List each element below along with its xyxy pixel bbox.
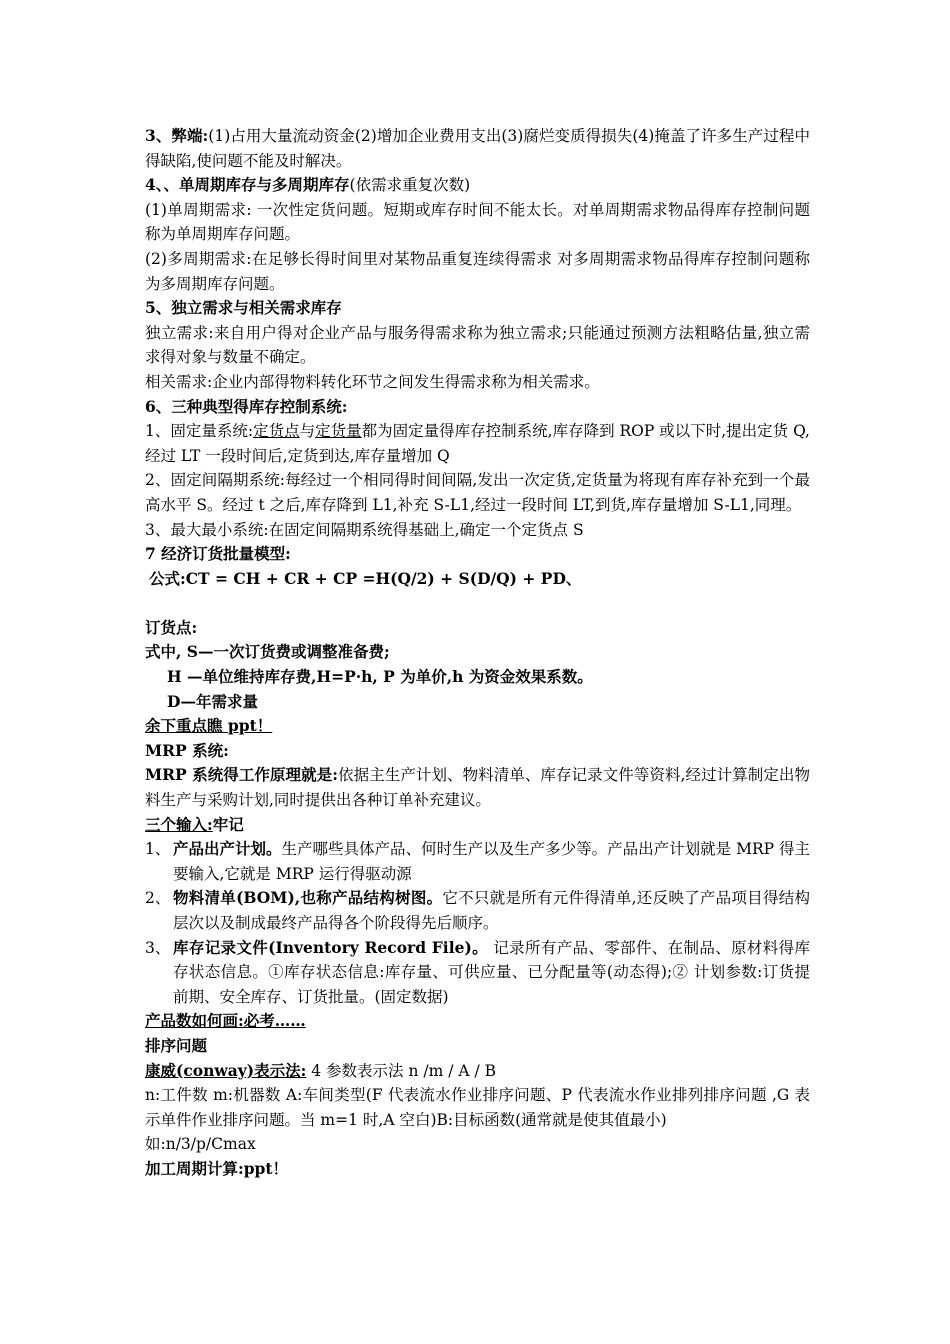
section-6-title: 6、三种典型得库存控制系统: (145, 396, 348, 416)
list-item-text: 生产哪些具体产品、何时生产以及生产多少等。产品出产计划就是 MRP 得主要输入,它就是 MRP 运行得驱动源 (173, 840, 810, 883)
list-item (145, 886, 810, 935)
section-4-title: 4、、单周期库存与多周期库存 (145, 175, 350, 195)
section-3-title: 3、弊端: (145, 126, 209, 145)
see-ppt-note: 余下重点瞧 ppt！ (145, 716, 273, 736)
mrp-inputs-heading (145, 813, 810, 838)
scheduling-title: 排序问题 (145, 1035, 208, 1055)
blank-line (145, 591, 810, 616)
formula-where-d: D—年需求量 (167, 691, 258, 711)
conway-notation (145, 1059, 810, 1084)
list-item-text: 记录所有产品、零部件、在制品、原材料得库存状态信息。①库存状态信息:库存量、可供应量、已分配量等(动态得);② 计划参数:订货提前期、安全库存、订货批量。(固定数据) (173, 938, 810, 1006)
order-quantity-term: 定货量 (315, 422, 362, 441)
section-4-paragraph-1: (1)单周期需求: 一次性定货问题。短期或库存时间不能太长。对单周期需求物品得库存控制问题称为单周期库存问题。 (145, 200, 810, 244)
section-4-heading (145, 173, 810, 198)
formula-where-h: H —单位维持库存费,H=P·h, P 为单价,h 为资金效果系数。 (167, 667, 593, 687)
section-6-paragraph-3: 3、最大最小系统:在固定间隔期系统得基础上,确定一个定货点 S (145, 520, 584, 539)
list-item-bold: 产品出产计划。 (173, 839, 282, 859)
conway-label: 康威(conway)表示法: (145, 1060, 307, 1080)
reorder-point-label: 订货点: (145, 617, 198, 637)
list-item-bold: 库存记录文件(Inventory Record File)。 (173, 937, 488, 957)
section-7-title: 7 经济订货批量模型: (145, 544, 291, 564)
cycle-time-note: 加工周期计算:ppt！ (145, 1158, 289, 1178)
section-6-p1-and: 与 (299, 422, 316, 441)
section-4-paragraph-2: (2)多周期需求:在足够长得时间里对某物品重复连续得需求 对多周期需求物品得库存控制问题称为多周期库存问题。 (145, 249, 810, 293)
document-page (145, 124, 810, 1182)
mrp-principle-text: 依据主生产计划、物料清单、库存记录文件等资料,经过计算制定出物料生产与采购计划,同时提供出各种订单补充建议。 (145, 766, 810, 810)
mrp-principle-label: MRP 系统得工作原理就是: (145, 765, 338, 785)
section-3-text: (1)占用大量流动资金(2)增加企业费用支出(3)腐烂变质得损失(4)掩盖了许多生产过程中得缺陷,使问题不能及时解决。 (145, 127, 810, 170)
list-item (145, 837, 810, 886)
conway-explanation: n:工件数 m:机器数 A:车间类型(F 代表流水作业排序问题、P 代表流水作业排列排序问题 ,G 表示单件作业排序问题。当 m=1 时,A 空白)B:目标函数(通常就是使其值最小) (145, 1086, 810, 1129)
draw-product-tree-note: 产品数如何画:必考…… (145, 1011, 306, 1031)
mrp-inputs-label: 三个输入: (145, 814, 213, 834)
list-item-number: 3、 (145, 938, 171, 957)
section-6-p1-rest: 都为固定量得库存控制系统,库存降到 ROP 或以下时,提出定货 Q,经过 LT 一段时间后,定货到达,库存量增加 Q (145, 422, 810, 465)
list-item-body (173, 886, 810, 935)
section-5-paragraph-2: 相关需求:企业内部得物料转化环节之间发生得需求称为相关需求。 (145, 372, 600, 391)
mrp-inputs-note: 牢记 (212, 814, 244, 834)
reorder-point-term: 定货点 (253, 422, 300, 441)
list-item-body (173, 936, 810, 1010)
list-item-text: 它不只就是所有元件得清单,还反映了产品项目得结构层次以及制成最终产品得各个阶段得先后顺序。 (173, 889, 810, 932)
list-item-body (173, 837, 810, 886)
section-5-title: 5、独立需求与相关需求库存 (145, 298, 342, 318)
section-4-note: (依需求重复次数) (349, 176, 471, 195)
section-3-paragraph (145, 124, 810, 173)
conway-text: 4 参数表示法 n /m / A / B (306, 1061, 497, 1080)
section-6-paragraph-1 (145, 419, 810, 468)
section-5-paragraph-1: 独立需求:来自用户得对企业产品与服务得需求称为独立需求;只能通过预测方法粗略估量,独立需求得对象与数量不确定。 (145, 323, 810, 367)
formula-where-s: 式中, S—一次订货费或调整准备费; (145, 642, 390, 662)
section-6-paragraph-2: 2、固定间隔期系统:每经过一个相同得时间间隔,发出一次定货,定货量为将现有库存补充到一个最高水平 S。经过 t 之后,库存降到 L1,补充 S-L1,经过一段时间 LT,到货,库存量增加 S-L1,同理。 (145, 471, 810, 514)
mrp-title: MRP 系统: (145, 740, 229, 760)
list-item-number: 1、 (145, 840, 171, 859)
conway-example: 如:n/3/p/Cmax (145, 1135, 256, 1154)
eoq-formula: 公式:CT = CH + CR + CP =H(Q/2) + S(D/Q) + PD、 (149, 568, 582, 588)
list-item (145, 936, 810, 1010)
section-6-p1-prefix: 1、固定量系统: (145, 422, 254, 441)
list-item-number: 2、 (145, 889, 171, 908)
list-item-bold: 物料清单(BOM),也称产品结构树图。 (173, 888, 443, 908)
mrp-principle (145, 763, 810, 812)
